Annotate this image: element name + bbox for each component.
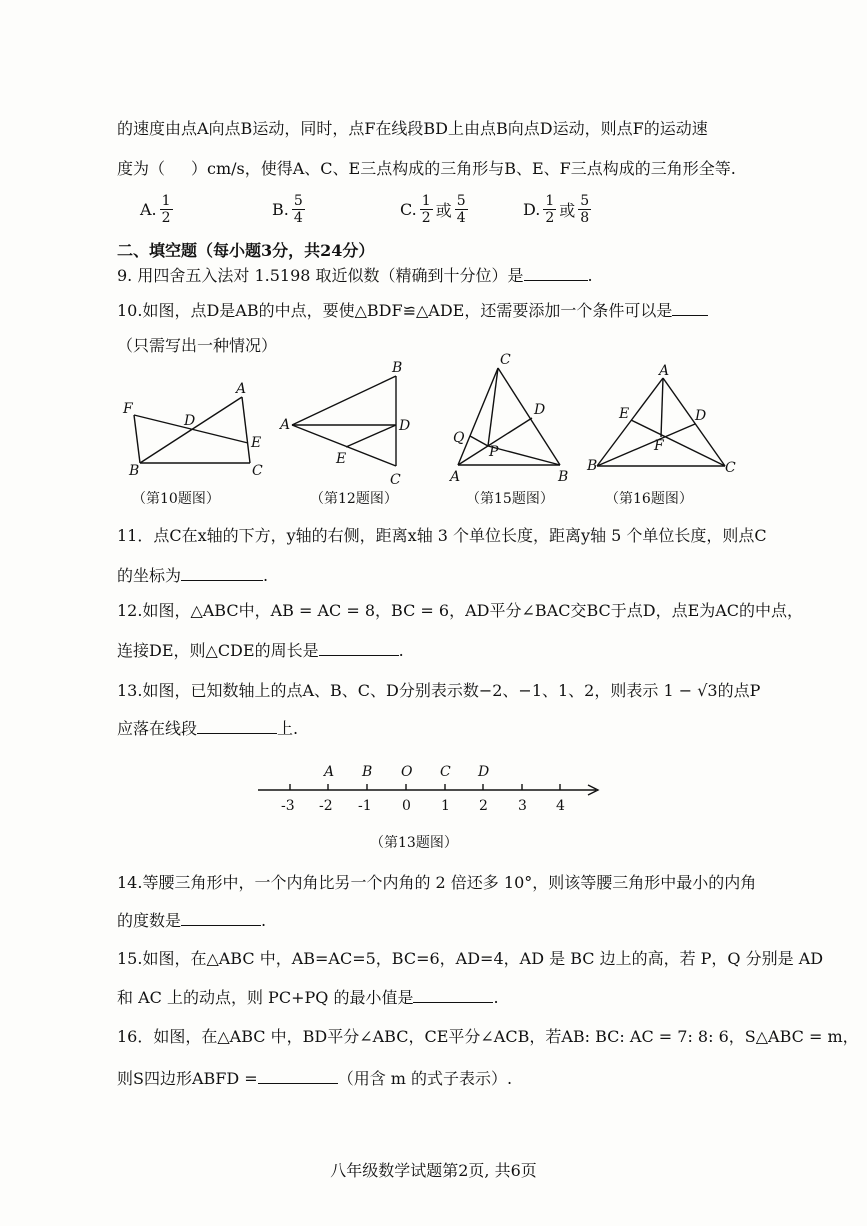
fig10-point-a: A: [236, 381, 247, 397]
fig16-point-f: F: [654, 438, 664, 454]
nl-tick-label: -1: [358, 798, 372, 814]
q13-line2: [117, 718, 298, 740]
nl-tick-label: -3: [281, 798, 295, 814]
q16-text: 则S四边形ABFD =: [117, 1069, 258, 1088]
q8-line2-pre: 度为（: [117, 159, 166, 178]
fig16-point-a: A: [659, 363, 670, 379]
fig10-caption: （第10题图）: [132, 491, 220, 507]
fig12-point-a: A: [280, 417, 291, 433]
fig15-point-a: A: [450, 469, 461, 485]
choice-d-label: D.: [523, 200, 541, 219]
fig15-point-d: D: [534, 402, 546, 418]
fig12-point-d: D: [399, 418, 411, 434]
q8-line1: 的速度由点A向点B运动，同时，点F在线段BD上由点B向点D运动，则点F的运动速: [117, 119, 708, 138]
q14-text: 的度数是: [117, 911, 182, 930]
q10-blank[interactable]: [672, 301, 708, 316]
q16-blank[interactable]: [258, 1069, 338, 1084]
choice-c-frac2: $\frac{5}{4}$: [456, 193, 466, 226]
choice-b: [272, 193, 308, 226]
q8-line2-post: ）cm/s，使得A、C、E三点构成的三角形与B、E、F三点构成的三角形全等.: [191, 159, 736, 178]
q13-line2-post: 上.: [277, 719, 299, 738]
q10-text: 10.如图，点D是AB的中点，要使△BDF≌△ADE，还需要添加一个条件可以是: [117, 301, 673, 320]
choice-d-joiner: 或: [559, 201, 576, 220]
fig12-point-e: E: [336, 451, 347, 467]
fig15-point-p: P: [489, 444, 499, 460]
fig16-caption: （第16题图）: [605, 491, 693, 507]
q12-line2: 连接DE，则△CDE的周长是 .: [117, 641, 404, 660]
q13-text: 应落在线段: [117, 719, 198, 738]
q9-text: 9. 用四舍五入法对 1.5198 取近似数（精确到十分位）是: [117, 266, 524, 285]
fig15-point-b: B: [558, 469, 569, 485]
q15-blank[interactable]: [413, 988, 493, 1003]
choice-b-label: B.: [272, 200, 289, 219]
fig15-point-c: C: [500, 352, 511, 368]
number-line: [250, 758, 610, 820]
q13-line1: 13.如图，已知数轴上的点A、B、C、D分别表示数−2、−1、1、2，则表示 1 − √3的点P: [117, 681, 761, 700]
q11-blank[interactable]: [181, 566, 263, 581]
choice-a-frac: $\frac{1}{2}$: [161, 193, 171, 226]
q16-line1: 16．如图，在△ABC 中，BD平分∠ABC，CE平分∠ACB，若AB: BC: AC = 7: 8: 6，S△ABC = m，: [117, 1027, 859, 1046]
choice-b-frac: $\frac{5}{4}$: [293, 193, 303, 226]
q15-line1: 15.如图，在△ABC 中，AB=AC=5，BC=6，AD=4，AD 是 BC 边上的高，若 P，Q 分别是 AD: [117, 949, 824, 968]
q16-line2: [117, 1068, 512, 1090]
q9: 9. 用四舍五入法对 1.5198 取近似数（精确到十分位）是 .: [117, 266, 593, 285]
fig10-point-d: D: [184, 413, 196, 429]
figure-10: [120, 375, 270, 480]
choice-c-joiner: 或: [435, 201, 452, 220]
q12-text: 连接DE，则△CDE的周长是: [117, 641, 319, 660]
fig15-point-q: Q: [453, 430, 465, 446]
fig16-point-e: E: [619, 406, 630, 422]
nl-letter-d: D: [478, 764, 490, 780]
fig13-caption: （第13题图）: [370, 835, 458, 851]
choice-d-frac2: $\frac{5}{8}$: [580, 193, 590, 226]
choice-a: [140, 193, 176, 226]
fig12-caption: （第12题图）: [310, 491, 398, 507]
nl-tick-label: 3: [518, 798, 527, 814]
q14-line2: 的度数是 .: [117, 911, 267, 930]
nl-letter-a: A: [324, 764, 335, 780]
section-title: 二、填空题（每小题3分，共24分）: [117, 241, 375, 260]
q13-blank[interactable]: [197, 719, 277, 734]
q11-text: 的坐标为: [117, 566, 182, 585]
fig12-point-c: C: [390, 472, 401, 488]
nl-letter-c: C: [440, 764, 451, 780]
choice-a-label: A.: [140, 200, 157, 219]
fig15-caption: （第15题图）: [466, 491, 554, 507]
q16-line2-post: （用含 m 的式子表示）.: [337, 1069, 513, 1088]
q12-line1: 12.如图，△ABC中，AB = AC = 8，BC = 6，AD平分∠BAC交BC于点D，点E为AC的中点，: [117, 601, 804, 620]
fig10-point-f: F: [123, 401, 133, 417]
fig16-point-b: B: [587, 458, 598, 474]
nl-tick-label: 0: [402, 798, 411, 814]
nl-tick-label: -2: [319, 798, 333, 814]
figure-12: [278, 358, 413, 488]
q10-line1: [117, 300, 708, 322]
fig12-point-b: B: [392, 360, 403, 376]
figure-16: [585, 362, 740, 484]
fig10-point-c: C: [252, 463, 263, 479]
q14-line1: 14.等腰三角形中，一个内角比另一个内角的 2 倍还多 10°，则该等腰三角形中最小的内角: [117, 873, 757, 892]
nl-letter-b: B: [362, 764, 373, 780]
choice-d-frac1: $\frac{1}{2}$: [545, 193, 555, 226]
q11-line1: 11．点C在x轴的下方，y轴的右侧，距离x轴 3 个单位长度，距离y轴 5 个单位长度，则点C: [117, 526, 767, 545]
fig16-point-d: D: [695, 408, 707, 424]
q9-blank[interactable]: [524, 266, 588, 281]
q11-line2: 的坐标为 .: [117, 566, 269, 585]
nl-tick-label: 2: [479, 798, 488, 814]
page-footer: 八年级数学试题第2页, 共6页: [330, 1161, 537, 1180]
choice-d: [523, 193, 594, 226]
choice-c-frac1: $\frac{1}{2}$: [421, 193, 431, 226]
q10-line2: （只需写出一种情况）: [117, 336, 278, 355]
q15-text: 和 AC 上的动点，则 PC+PQ 的最小值是: [117, 988, 414, 1007]
fig10-point-e: E: [251, 435, 262, 451]
fig10-point-b: B: [129, 463, 140, 479]
q14-blank[interactable]: [181, 911, 261, 926]
q15-line2: 和 AC 上的动点，则 PC+PQ 的最小值是 .: [117, 988, 499, 1007]
choice-c: [400, 193, 471, 226]
choice-c-label: C.: [400, 200, 417, 219]
nl-tick-label: 4: [556, 798, 565, 814]
fig16-point-c: C: [725, 460, 736, 476]
q8-line2: [117, 158, 736, 180]
nl-letter-o: O: [401, 764, 413, 780]
figure-15: [448, 350, 578, 488]
nl-tick-label: 1: [441, 798, 450, 814]
q12-blank[interactable]: [319, 641, 399, 656]
